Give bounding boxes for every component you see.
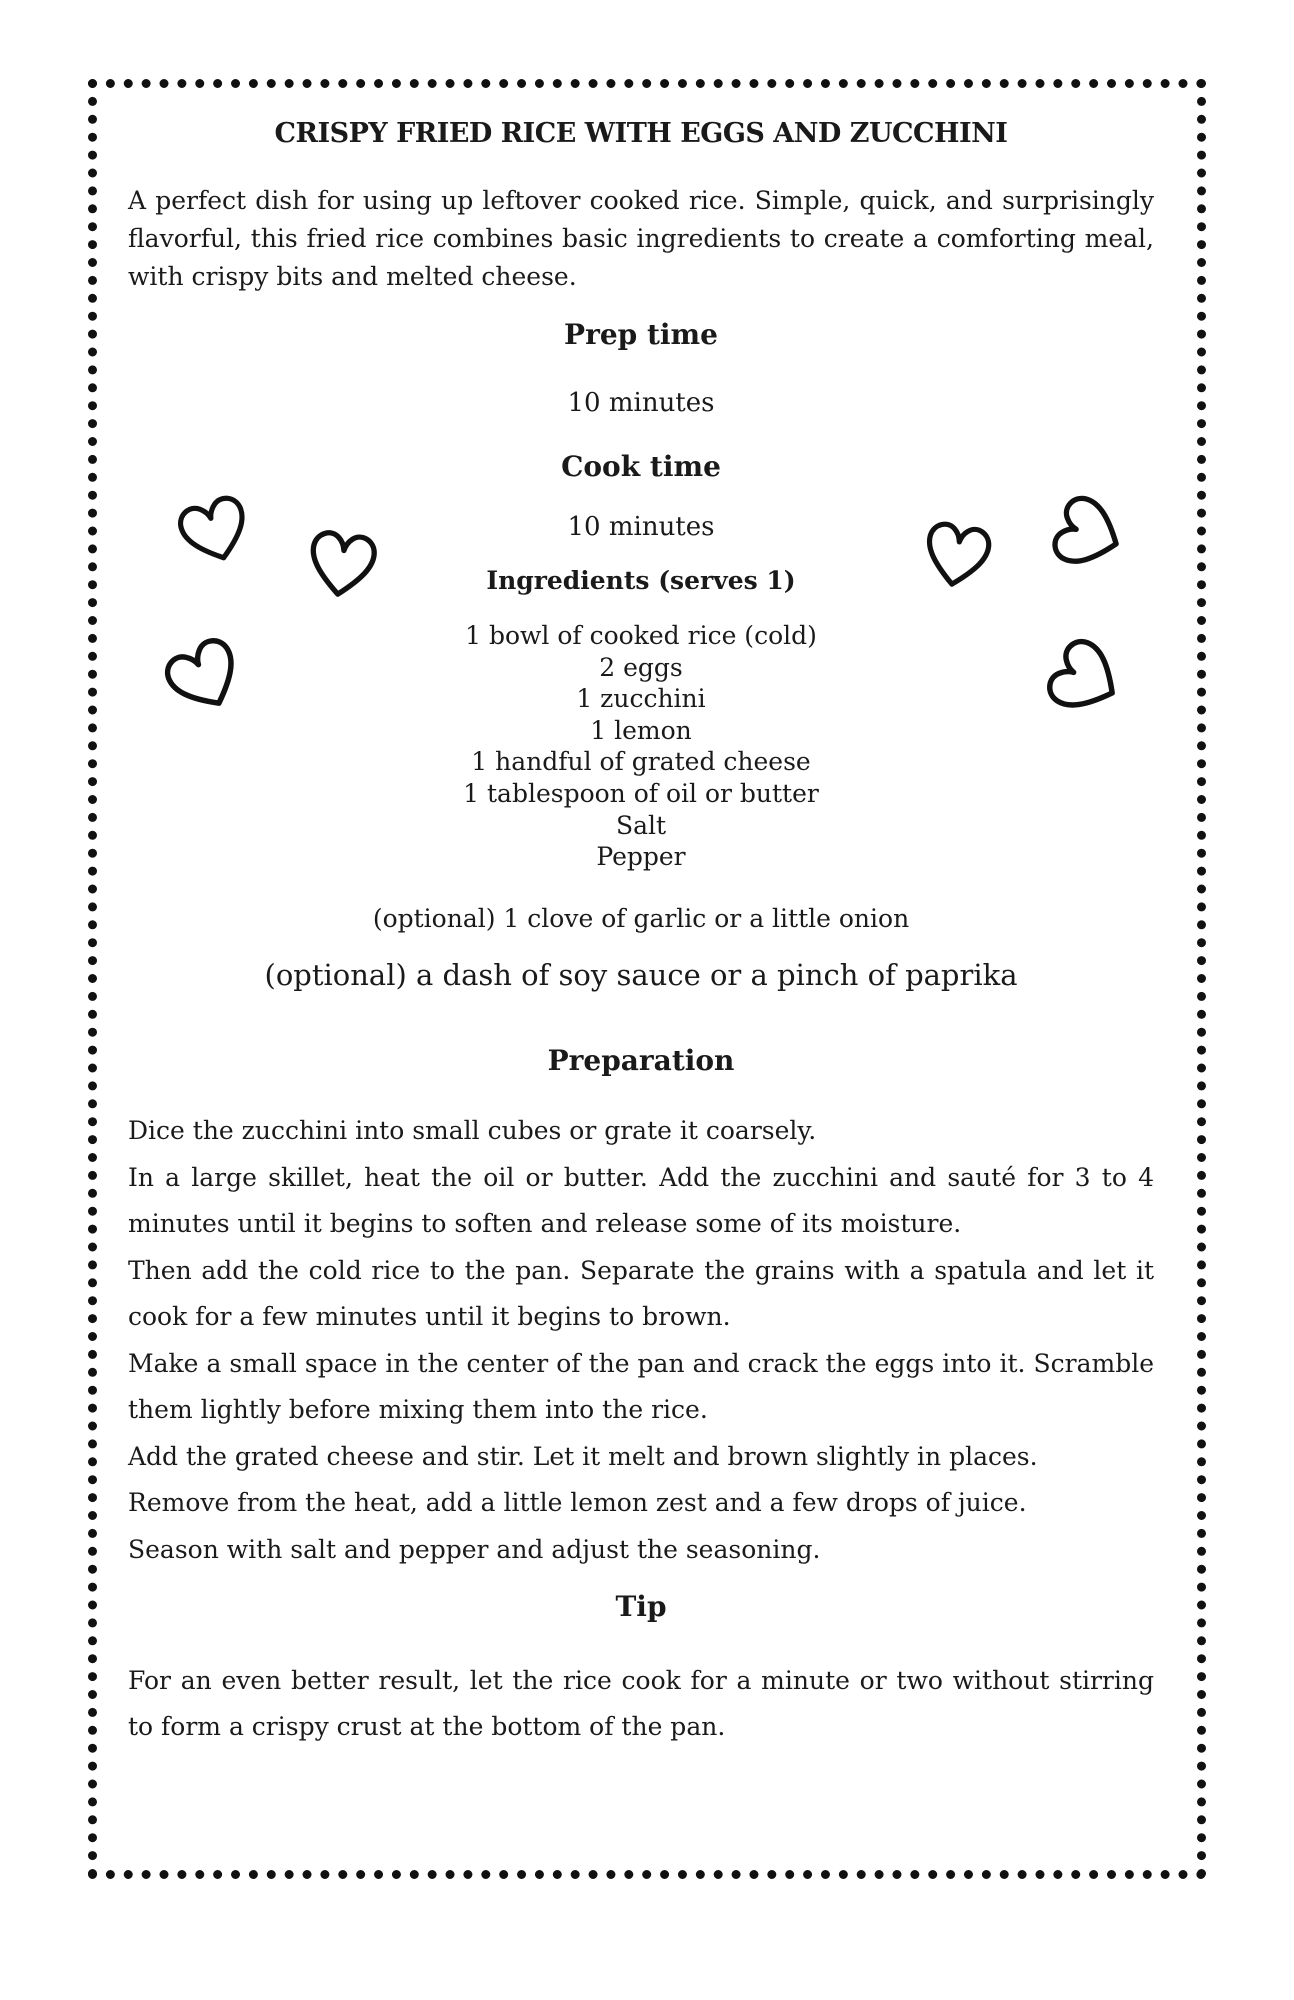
step: Make a small space in the center of the pan and crack the eggs into it. Scramble them lightly before mixing them into the rice. (128, 1348, 1154, 1424)
optional-ingredient-2: (optional) a dash of soy sauce or a pinch of paprika (264, 958, 1018, 992)
list-item: 1 lemon (590, 715, 692, 745)
step: Season with salt and pepper and adjust the seasoning. (128, 1534, 821, 1564)
step: Then add the cold rice to the pan. Separate the grains with a spatula and let it cook for a few minutes until it begins to brown. (128, 1255, 1154, 1331)
preparation-steps (128, 1108, 1154, 1573)
ingredients-heading: Ingredients (serves 1) (486, 566, 796, 595)
list-item: Salt (615, 810, 667, 840)
list-item: Pepper (596, 842, 686, 872)
list-item: 1 bowl of cooked rice (cold) (465, 621, 817, 650)
list-item: 1 tablespoon of oil or butter (463, 778, 819, 808)
step: Add the grated cheese and stir. Let it melt and brown slightly in places. (128, 1441, 1038, 1471)
tip-heading: Tip (615, 1590, 667, 1623)
step: Dice the zucchini into small cubes or grate it coarsely. (128, 1116, 817, 1145)
step: Remove from the heat, add a little lemon zest and a few drops of juice. (128, 1488, 1027, 1517)
cook-time-value: 10 minutes (567, 512, 715, 542)
heart-outline-icon (920, 514, 994, 596)
heart-outline-icon (166, 638, 244, 716)
step: In a large skillet, heat the oil or butter. Add the zucchini and sauté for 3 to 4 minutes until it begins to soften and release some of its moisture. (128, 1162, 1154, 1238)
heart-outline-icon (176, 494, 254, 568)
list-item: 2 eggs (599, 652, 683, 682)
tip-text: For an even better result, let the rice cook for a minute or two without stirring to form a crispy crust at the bottom of the pan. (128, 1666, 1154, 1741)
heart-outline-icon (1046, 640, 1126, 718)
ingredient-list (128, 620, 1154, 873)
cook-time-heading: Cook time (561, 450, 721, 483)
preparation-heading: Preparation (547, 1044, 735, 1077)
recipe-intro: A perfect dish for using up leftover cooked rice. Simple, quick, and surprisingly flavorful, this fried rice combines basic ingredients to create a comforting meal, with crispy bits and melted cheese. (128, 186, 1154, 291)
heart-outline-icon (1050, 496, 1128, 572)
prep-time-value: 10 minutes (567, 388, 715, 418)
heart-outline-icon (304, 524, 380, 604)
list-item: 1 zucchini (576, 684, 706, 714)
recipe-title: CRISPY FRIED RICE WITH EGGS AND ZUCCHINI (274, 118, 1008, 149)
list-item: 1 handful of grated cheese (471, 747, 811, 777)
prep-time-heading: Prep time (564, 318, 718, 351)
optional-ingredient-1: (optional) 1 clove of garlic or a little onion (372, 904, 910, 933)
